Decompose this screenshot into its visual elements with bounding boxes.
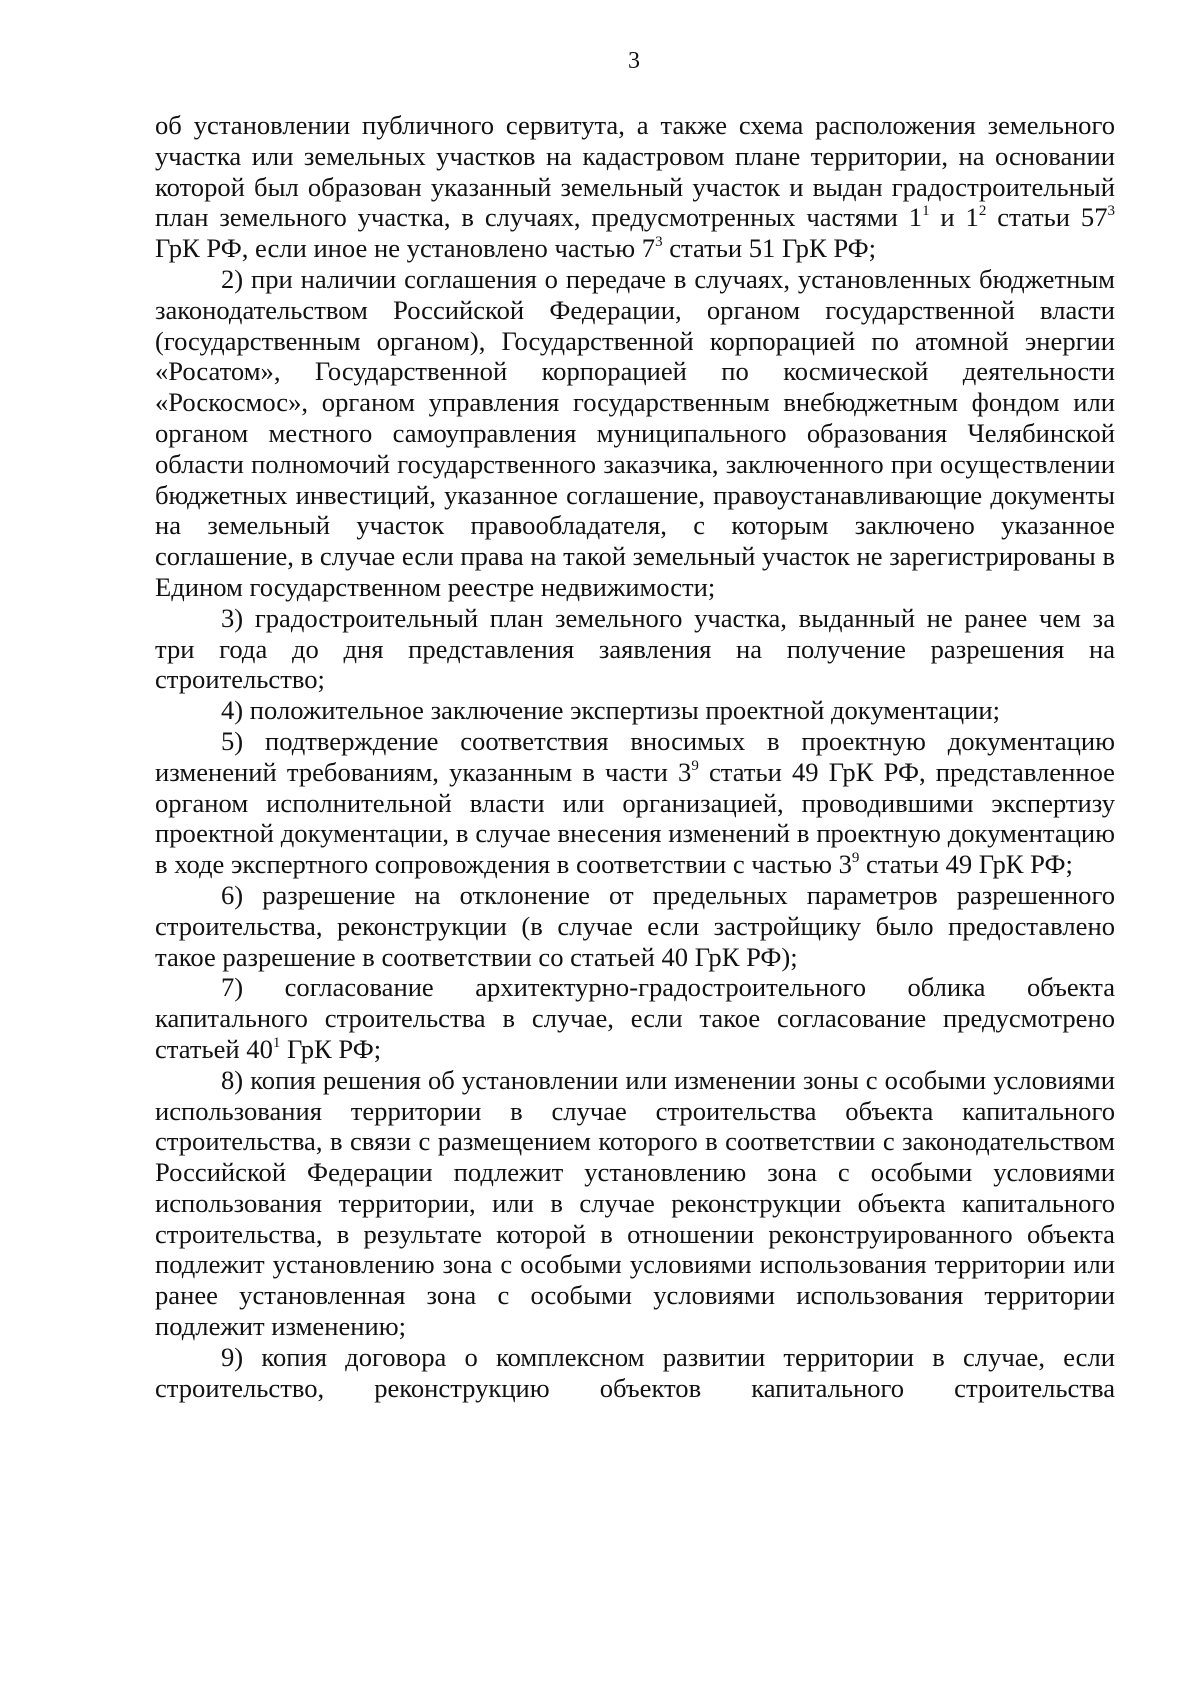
- paragraph: [155, 1065, 1115, 1342]
- paragraph: [155, 880, 1115, 972]
- paragraph-text: ГрК РФ;: [280, 1033, 382, 1064]
- paragraph-text: 3) градостроительный план земельного участка, выданный не ранее чем за три года до дня представления заявления на получение разрешения на строительство;: [155, 602, 1115, 695]
- paragraph: [155, 603, 1115, 695]
- superscript: 1: [272, 1034, 281, 1051]
- paragraph-text: статьи 49 ГрК РФ, представленное органом исполнительной власти или организацией, проводившими экспертизу проектной документации, в случае внесения изменений в проектную документацию в ходе экспертного сопровождения в соответствии с частью 3: [155, 756, 1115, 880]
- superscript: 9: [851, 850, 860, 867]
- paragraph-text: ГрК РФ, если иное не установлено частью 7: [155, 233, 656, 264]
- paragraph: [155, 1342, 1115, 1404]
- paragraph-text: 8) копия решения об установлении или изменении зоны с особыми условиями использования территории в случае строительства объекта капитального строительства, в связи с размещением которого в соответствии с законодательством Российской Федерации подлежит установлению зона с особыми условиями использования территории, или в случае реконструкции объекта капитального строительства, в результате которой в отношении реконструированного объекта подлежит установлению зона с особыми условиями использования территории или ранее установленная зона с особыми условиями использования территории подлежит изменению;: [155, 1064, 1115, 1342]
- paragraph-text: статьи 51 ГрК РФ;: [662, 233, 877, 264]
- paragraph-text: 7) согласование архитектурно-градостроительного облика объекта капитального строительства в случае, если такое согласование предусмотрено статьей 40: [155, 972, 1115, 1064]
- superscript: 3: [655, 234, 663, 251]
- document-body: [155, 110, 1115, 1403]
- paragraph-text: статьи 57: [986, 202, 1108, 233]
- paragraph: [155, 264, 1115, 603]
- superscript: 1: [922, 203, 930, 220]
- paragraph-text: 6) разрешение на отклонение от предельных параметров разрешенного строительства, реконструкции (в случае если застройщику было предоставлено такое разрешение в соответствии со статьей 40 ГрК РФ);: [155, 879, 1115, 972]
- paragraph-text: статьи 49 ГрК РФ;: [859, 849, 1073, 880]
- paragraph-text: 4) положительное заключение экспертизы проектной документации;: [221, 695, 1000, 726]
- superscript: 3: [1107, 203, 1115, 220]
- paragraph-text: 2) при наличии соглашения о передаче в случаях, установленных бюджетным законодательством Российской Федерации, органом государственной власти (государственным органом), Государственной корпорацией по атомной энергии «Росатом», Государственной корпорацией по космической деятельности «Роскосмос», органом управления государственным внебюджетным фондом или органом местного самоуправления муниципального образования Челябинской области полномочий государственного заказчика, заключенного при осуществлении бюджетных инвестиций, указанное соглашение, правоустанавливающие документы на земельный участок правообладателя, с которым заключено указанное соглашение, в случае если права на такой земельный участок не зарегистрированы в Едином государственном реестре недвижимости;: [155, 263, 1115, 602]
- paragraph: [155, 110, 1115, 264]
- page-number: 3: [628, 48, 640, 74]
- superscript: 9: [691, 757, 699, 774]
- paragraph: [155, 972, 1115, 1064]
- superscript: 2: [978, 203, 987, 220]
- paragraph: [155, 695, 1115, 726]
- paragraph-text: 9) копия договора о комплексном развитии территории в случае, если строительство, реконструкцию объектов капитального строительства: [155, 1341, 1115, 1403]
- paragraph-text: и 1: [929, 202, 979, 233]
- paragraph-text: об установлении публичного сервитута, а также схема расположения земельного участка или земельных участков на кадастровом плане территории, на основании которой был образован указанный земельный участок и выдан градостроительный план земельного участка, в случаях, предусмотренных частями 1: [155, 110, 1115, 233]
- paragraph-text: 5) подтверждение соответствия вносимых в проектную документацию изменений требованиям, указанным в части 3: [155, 725, 1115, 787]
- paragraph: [155, 726, 1115, 880]
